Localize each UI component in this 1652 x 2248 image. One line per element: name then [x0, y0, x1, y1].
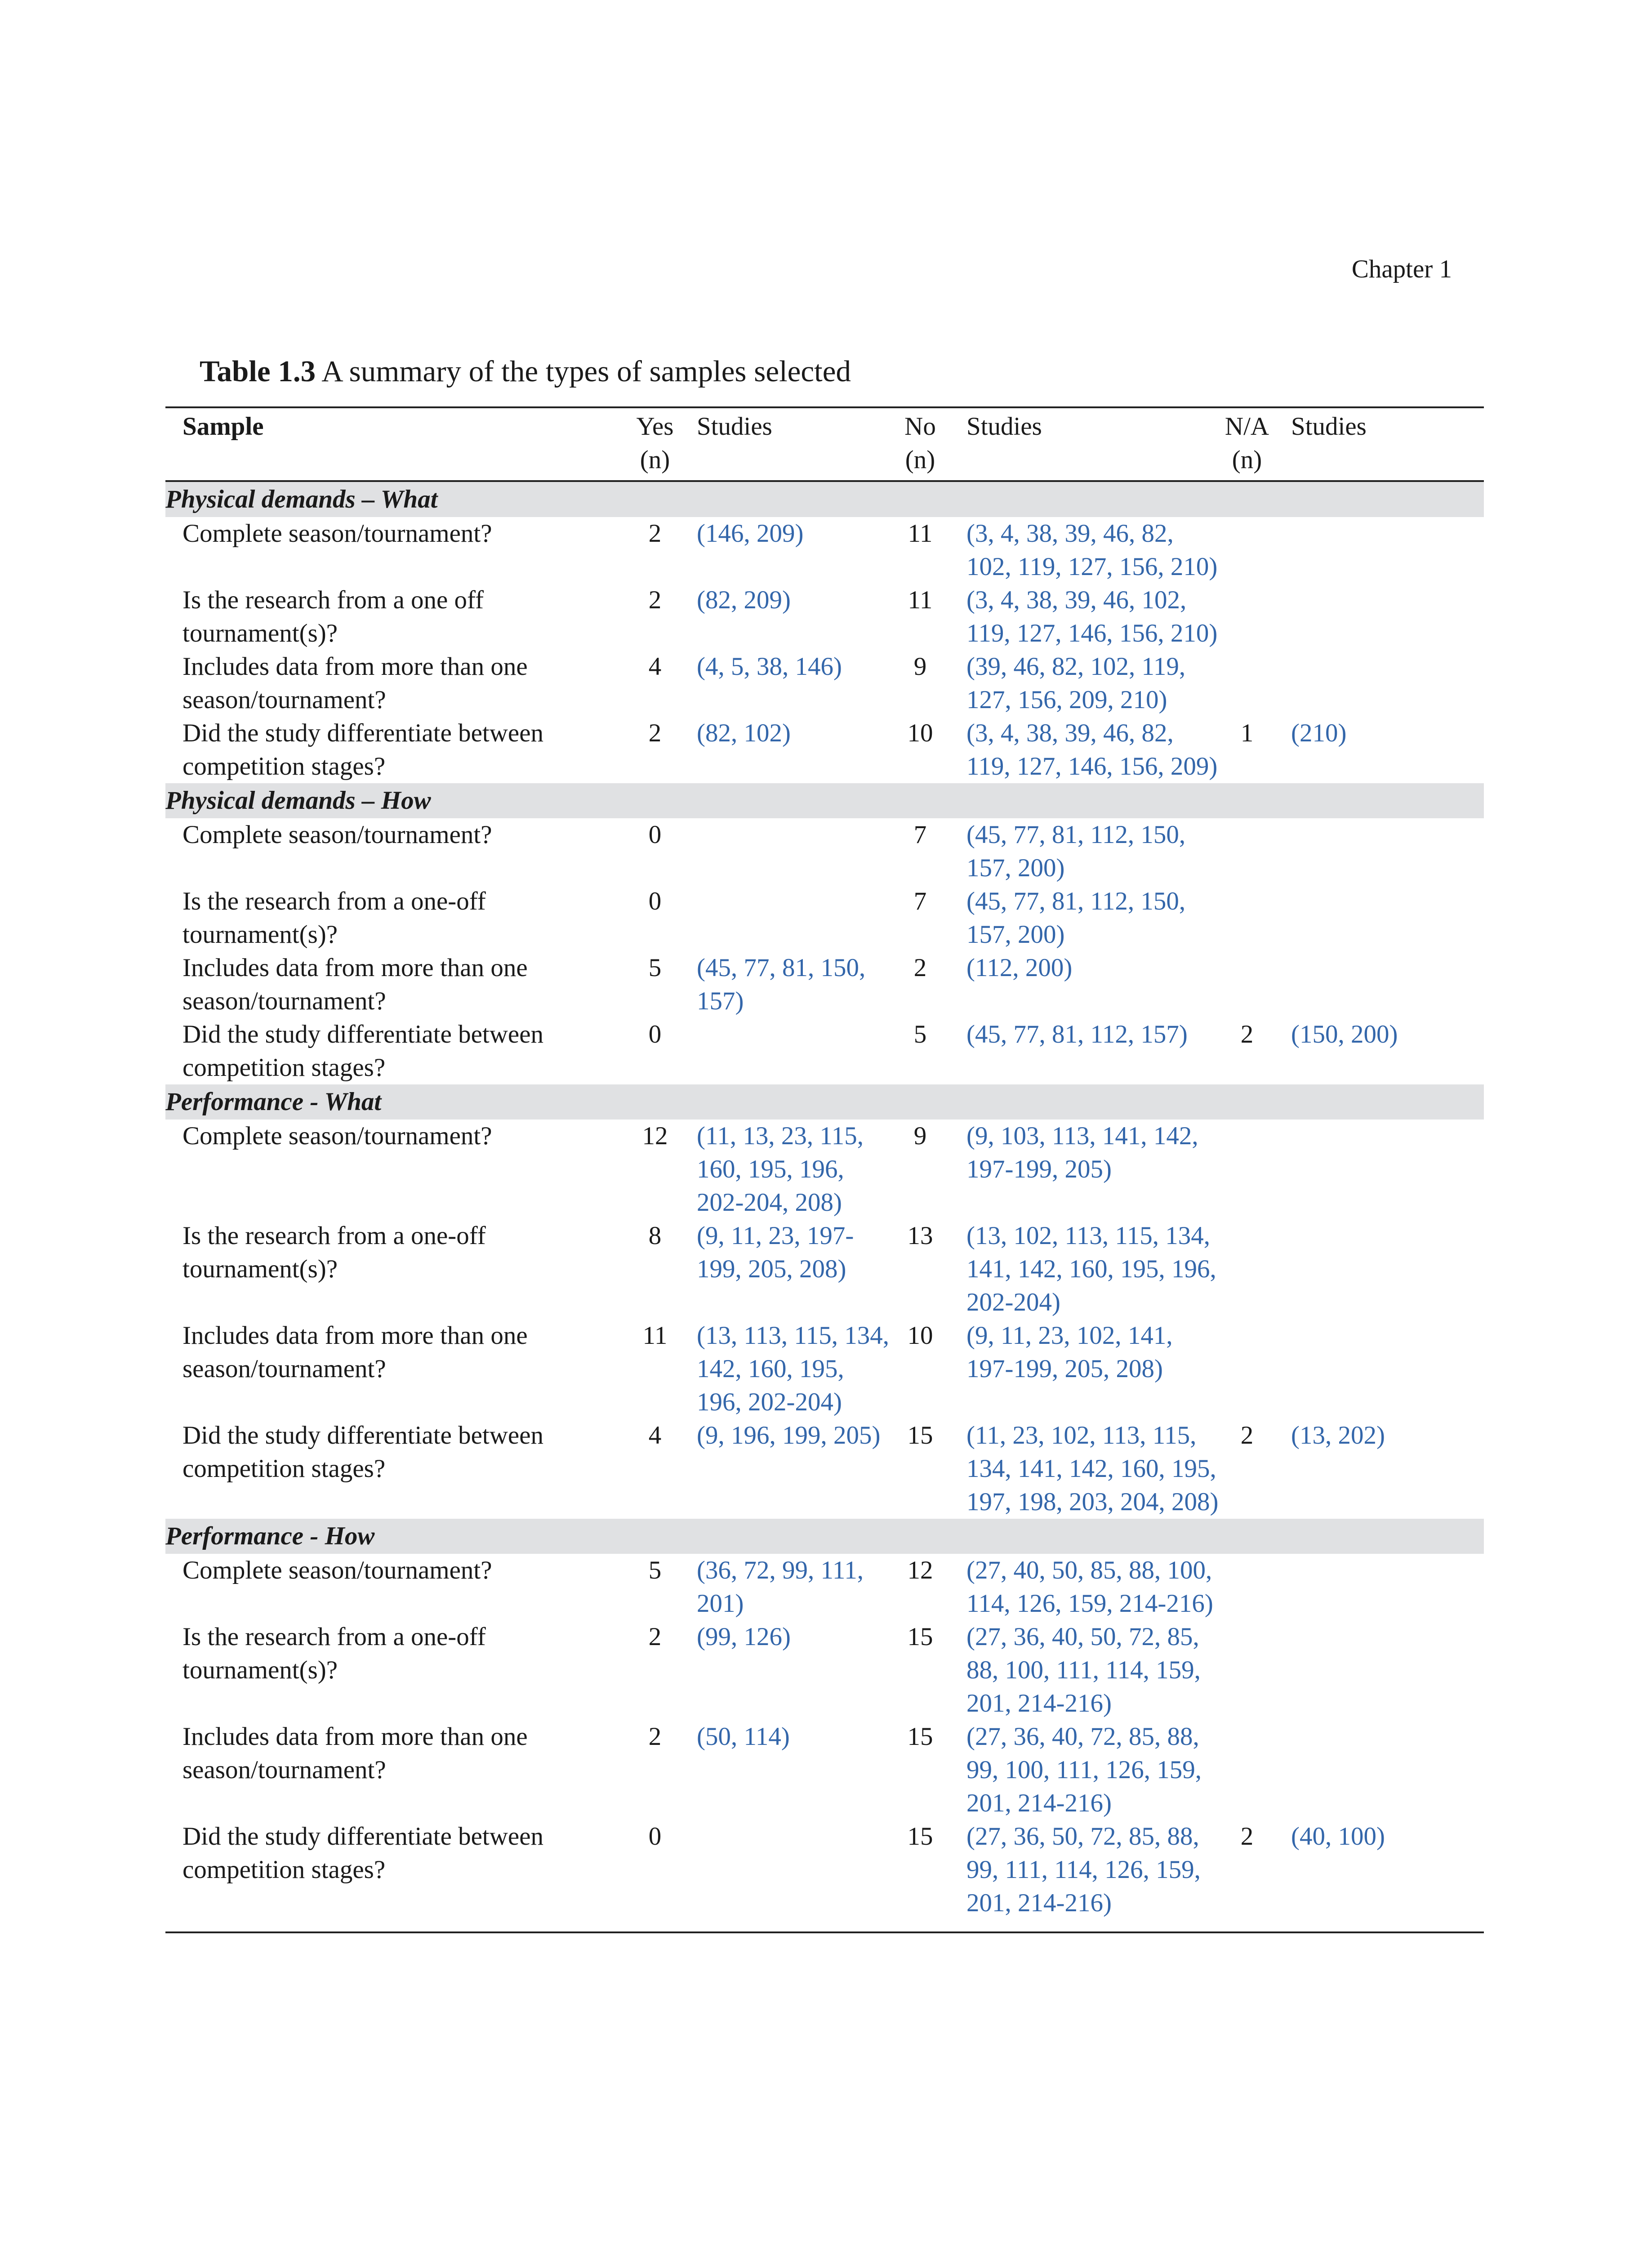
chapter-header: Chapter 1 — [1351, 255, 1452, 283]
row-yes-studies — [680, 885, 891, 951]
row-no-count: 15 — [907, 1722, 933, 1751]
row-no-studies: (3, 4, 38, 39, 46, 82, 102, 119, 127, 156, 210) — [966, 519, 1218, 581]
row-yes-studies: (99, 126) — [697, 1623, 791, 1651]
row-no-studies: (45, 77, 81, 112, 150, 157, 200) — [966, 887, 1186, 949]
row-no-count: 12 — [907, 1556, 933, 1584]
row-na-count — [1220, 1720, 1274, 1820]
row-sample-label: Is the research from a one-off tournament(s)? — [183, 1623, 486, 1684]
row-no-count: 13 — [907, 1222, 933, 1250]
row-sample-label: Includes data from more than one season/tournament? — [183, 652, 528, 714]
row-na-studies — [1274, 1554, 1484, 1620]
row-no-studies: (9, 103, 113, 141, 142, 197-199, 205) — [966, 1122, 1198, 1183]
row-sample-label: Is the research from a one off tournament(s)? — [183, 586, 484, 647]
row-na-count — [1220, 1620, 1274, 1720]
row-na-count: 1 — [1240, 719, 1254, 747]
row-yes-count: 5 — [648, 954, 662, 982]
table-row — [165, 1319, 1484, 1419]
table-row — [165, 1720, 1484, 1820]
row-na-studies — [1274, 1120, 1484, 1219]
table-row — [165, 1554, 1484, 1620]
row-na-count: 2 — [1240, 1421, 1254, 1450]
row-na-studies — [1274, 818, 1484, 885]
table-row — [165, 1820, 1484, 1932]
row-yes-count: 8 — [648, 1222, 662, 1250]
row-sample-label: Complete season/tournament? — [183, 1556, 492, 1584]
row-sample-label: Includes data from more than one season/tournament? — [183, 1321, 528, 1383]
row-yes-studies: (82, 102) — [697, 719, 791, 747]
row-yes-studies: (13, 113, 115, 134, 142, 160, 195, 196, 202-204) — [697, 1321, 890, 1416]
row-na-studies: (150, 200) — [1291, 1020, 1398, 1048]
table-title: A summary of the types of samples selected — [316, 355, 851, 388]
row-no-count: 11 — [908, 586, 933, 614]
row-no-studies: (27, 36, 50, 72, 85, 88, 99, 111, 114, 126, 159, 201, 214-216) — [949, 1820, 1220, 1932]
section-title: Physical demands – What — [165, 481, 1484, 517]
row-yes-studies: (11, 13, 23, 115, 160, 195, 196, 202-204, 208) — [697, 1122, 864, 1217]
row-yes-studies: (50, 114) — [697, 1722, 790, 1751]
row-no-studies: (45, 77, 81, 112, 150, 157, 200) — [966, 821, 1186, 882]
row-sample-label: Is the research from a one-off tournament(s)? — [183, 1222, 486, 1283]
section-header-row — [165, 1084, 1484, 1120]
table-header-row — [165, 407, 1484, 481]
row-no-studies: (3, 4, 38, 39, 46, 82, 119, 127, 146, 156, 209) — [966, 719, 1218, 781]
section-title: Performance - What — [165, 1084, 1484, 1120]
row-sample-label: Did the study differentiate between competition stages? — [183, 1421, 544, 1483]
col-header-na: N/A (n) — [1220, 407, 1274, 481]
row-na-studies — [1274, 1620, 1484, 1720]
row-yes-studies: (4, 5, 38, 146) — [697, 652, 842, 681]
table-row — [165, 717, 1484, 783]
row-no-count: 9 — [913, 652, 927, 681]
row-na-count — [1220, 1554, 1274, 1620]
row-no-count: 9 — [913, 1122, 927, 1150]
row-no-count: 10 — [907, 719, 933, 747]
row-no-count: 5 — [913, 1020, 927, 1048]
row-no-count: 7 — [913, 887, 927, 915]
row-na-count: 2 — [1220, 1820, 1274, 1932]
row-no-studies: (11, 23, 102, 113, 115, 134, 141, 142, 160, 195, 197, 198, 203, 204, 208) — [966, 1421, 1219, 1516]
table-row — [165, 818, 1484, 885]
row-yes-count: 11 — [642, 1321, 668, 1350]
row-na-studies — [1274, 885, 1484, 951]
row-sample-label: Did the study differentiate between competition stages? — [183, 719, 544, 781]
row-yes-count: 0 — [648, 821, 662, 849]
table-row — [165, 1620, 1484, 1720]
row-sample-label: Includes data from more than one season/tournament? — [183, 1722, 528, 1784]
row-na-count — [1220, 517, 1274, 584]
col-header-sample: Sample — [165, 407, 630, 481]
row-no-count: 2 — [913, 954, 927, 982]
table-row — [165, 951, 1484, 1018]
table-row — [165, 1120, 1484, 1219]
row-na-count: 2 — [1240, 1020, 1254, 1048]
row-na-count — [1220, 818, 1274, 885]
table-row — [165, 1419, 1484, 1519]
table-body — [165, 481, 1484, 1932]
row-na-count — [1220, 885, 1274, 951]
row-yes-studies: (9, 196, 199, 205) — [697, 1421, 881, 1450]
section-header-row — [165, 783, 1484, 818]
row-yes-count: 4 — [648, 652, 662, 681]
row-no-studies: (3, 4, 38, 39, 46, 102, 119, 127, 146, 156, 210) — [966, 586, 1218, 647]
row-yes-studies — [680, 1018, 891, 1084]
col-header-yes-studies: Studies — [680, 407, 891, 481]
row-sample-label: Includes data from more than one season/tournament? — [183, 954, 528, 1015]
col-header-na-studies: Studies — [1274, 407, 1484, 481]
row-no-studies: (13, 102, 113, 115, 134, 141, 142, 160, 195, 196, 202-204) — [966, 1222, 1216, 1316]
row-no-count: 10 — [907, 1321, 933, 1350]
table-row — [165, 650, 1484, 717]
row-yes-count: 2 — [648, 519, 662, 548]
row-no-studies: (112, 200) — [966, 954, 1073, 982]
col-header-yes: Yes (n) — [630, 407, 680, 481]
row-na-studies — [1274, 1219, 1484, 1319]
row-yes-count: 4 — [648, 1421, 662, 1450]
row-na-studies: (210) — [1291, 719, 1347, 747]
row-yes-studies: (36, 72, 99, 111, 201) — [697, 1556, 864, 1618]
row-no-studies: (39, 46, 82, 102, 119, 127, 156, 209, 210) — [966, 652, 1186, 714]
row-yes-count: 2 — [648, 1722, 662, 1751]
row-no-studies: (45, 77, 81, 112, 157) — [966, 1020, 1188, 1048]
row-na-studies: (13, 202) — [1291, 1421, 1385, 1450]
row-na-studies — [1274, 1319, 1484, 1419]
table-label: Table 1.3 — [200, 355, 316, 388]
row-na-count — [1220, 1219, 1274, 1319]
row-yes-studies — [680, 1820, 891, 1932]
table-caption — [200, 354, 851, 389]
row-na-studies — [1274, 584, 1484, 650]
section-title: Performance - How — [165, 1519, 1484, 1554]
row-yes-count: 2 — [648, 1623, 662, 1651]
row-na-count — [1220, 951, 1274, 1018]
row-sample-label: Complete season/tournament? — [183, 821, 492, 849]
row-no-count: 7 — [913, 821, 927, 849]
row-no-studies: (27, 36, 40, 72, 85, 88, 99, 100, 111, 126, 159, 201, 214-216) — [966, 1722, 1202, 1817]
row-no-studies: (9, 11, 23, 102, 141, 197-199, 205, 208) — [966, 1321, 1173, 1383]
section-header-row — [165, 481, 1484, 517]
section-title: Physical demands – How — [165, 783, 1484, 818]
row-na-studies — [1274, 517, 1484, 584]
row-yes-count: 0 — [648, 887, 662, 915]
row-yes-studies: (146, 209) — [697, 519, 804, 548]
row-na-studies — [1274, 1720, 1484, 1820]
col-header-no-studies: Studies — [949, 407, 1220, 481]
row-na-count — [1220, 1120, 1274, 1219]
row-yes-count: 2 — [648, 719, 662, 747]
row-na-studies: (40, 100) — [1274, 1820, 1484, 1932]
row-sample-label: Did the study differentiate between competition stages? — [183, 1020, 544, 1082]
row-na-count — [1220, 584, 1274, 650]
row-no-count: 15 — [907, 1623, 933, 1651]
table-row — [165, 584, 1484, 650]
row-no-studies: (27, 40, 50, 85, 88, 100, 114, 126, 159, 214-216) — [966, 1556, 1213, 1618]
row-yes-studies — [680, 818, 891, 885]
row-yes-count: 12 — [642, 1122, 668, 1150]
row-no-count: 11 — [908, 519, 933, 548]
row-na-count — [1220, 650, 1274, 717]
table-row — [165, 517, 1484, 584]
row-sample-label: Did the study differentiate between competition stages? — [165, 1820, 630, 1932]
row-sample-label: Complete season/tournament? — [183, 1122, 492, 1150]
row-yes-studies: (82, 209) — [697, 586, 791, 614]
row-yes-count: 0 — [630, 1820, 680, 1932]
row-no-studies: (27, 36, 40, 50, 72, 85, 88, 100, 111, 114, 159, 201, 214-216) — [966, 1623, 1201, 1717]
row-sample-label: Complete season/tournament? — [183, 519, 492, 548]
table-row — [165, 885, 1484, 951]
row-sample-label: Is the research from a one-off tournament(s)? — [183, 887, 486, 949]
row-na-count — [1220, 1319, 1274, 1419]
table-row — [165, 1219, 1484, 1319]
row-yes-studies: (45, 77, 81, 150, 157) — [697, 954, 866, 1015]
row-yes-count: 0 — [648, 1020, 662, 1048]
row-no-count: 15 — [907, 1421, 933, 1450]
section-header-row — [165, 1519, 1484, 1554]
row-yes-count: 2 — [648, 586, 662, 614]
samples-table — [165, 406, 1484, 1933]
row-na-studies — [1274, 951, 1484, 1018]
row-no-count: 15 — [891, 1820, 949, 1932]
table-row — [165, 1018, 1484, 1084]
row-yes-count: 5 — [648, 1556, 662, 1584]
row-yes-studies: (9, 11, 23, 197-199, 205, 208) — [697, 1222, 854, 1283]
row-na-studies — [1274, 650, 1484, 717]
col-header-no: No (n) — [891, 407, 949, 481]
